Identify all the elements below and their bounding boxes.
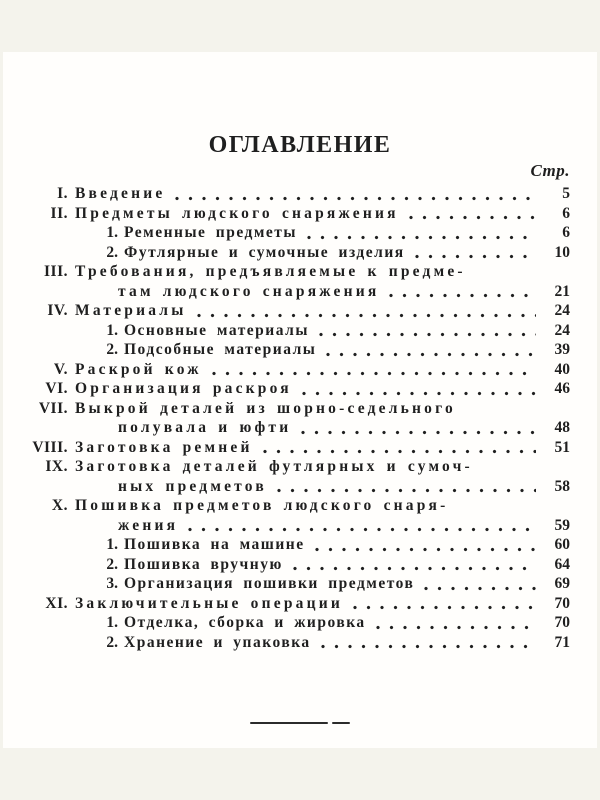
dot-leader [321,644,536,649]
toc-row-page: 6 [562,204,570,222]
toc-row-title: Пошивка предметов людского снаря- [75,497,449,514]
footer-rule-segment-short [332,722,350,724]
toc-row-title: Ременные предметы [124,224,298,241]
dot-leader [197,313,536,318]
toc-row-number: 2. [106,341,118,358]
toc-row-page: 71 [554,633,570,651]
toc-row-number: II. [50,204,68,222]
page-column-header: Стр. [530,161,570,180]
toc-row-number: 1. [106,224,118,241]
toc-row-number: VII. [38,399,68,417]
toc-row-page: 21 [554,282,570,300]
toc-row-title: там людского снаряжения [118,282,380,300]
toc-row-page: 39 [554,341,570,358]
toc-row [30,205,570,225]
toc-row [30,536,570,556]
toc-row-title: Пошивка вручную [124,555,283,573]
toc-row-page: 58 [554,477,570,495]
toc-row [30,575,570,595]
toc-row-number: III. [44,263,68,280]
toc-row-title: Заключительные операции [75,594,343,612]
dot-leader [175,196,536,201]
toc-row-number: 2. [106,633,118,651]
toc-row-title: Материалы [75,302,187,319]
toc-row [30,224,570,244]
toc-row-title: Хранение и упаковка [124,633,311,651]
toc-row-page: 6 [562,224,570,241]
toc-row-page: 40 [554,360,570,378]
toc-row-page: 64 [554,555,570,573]
toc-row [30,361,570,381]
toc-row [30,341,570,361]
toc-row-number: 1. [106,614,118,631]
toc-row-title: ных предметов [118,477,267,495]
toc-row-title: Основные материалы [124,321,309,339]
toc-row-number: X. [51,497,68,514]
toc-title: ОГЛАВЛЕНИЕ [208,132,392,158]
toc-row [30,458,570,478]
toc-row-title: Отделка, сборка и жировка [124,614,366,631]
footer-rule [3,722,597,724]
dot-leader [389,293,536,298]
toc-row [30,614,570,634]
toc-row-number: 2. [106,555,118,573]
toc-row [30,283,570,303]
toc-row-page: 51 [554,438,570,456]
toc-row-title: Раскрой кож [75,360,202,378]
toc-row-number: VI. [45,380,68,397]
toc-row [30,322,570,342]
toc-row-title: полувала и юфти [118,419,292,436]
toc-row-title: Требования, предъявляемые к предме- [75,263,466,280]
toc-row [30,400,570,420]
toc-row-number: 1. [106,321,118,339]
toc-row [30,634,570,654]
dot-leader [319,332,536,337]
toc-row-number: IX. [45,458,68,475]
toc-row-page: 10 [554,243,570,261]
toc-row-title: жения [118,516,179,534]
dot-leader [409,215,536,220]
toc-row-page: 5 [562,185,570,202]
toc-row [30,263,570,283]
dot-leader [277,488,536,493]
dot-leader [188,527,536,532]
toc-row-title: Организация раскроя [75,380,292,397]
toc-row [30,595,570,615]
toc-row-number: 2. [106,243,118,261]
toc-row-title: Предметы людского снаряжения [75,204,399,222]
dot-leader [353,605,536,610]
toc-row-number: XI. [45,594,68,612]
dot-leader [263,449,536,454]
toc-row-title: Выкрой деталей из шорно-седельного [75,399,456,417]
dot-leader [293,566,536,571]
dot-leader [315,547,536,552]
toc-row [30,439,570,459]
toc-row [30,478,570,498]
book-page [3,52,597,748]
toc-row-page: 48 [554,419,570,436]
dot-leader [212,371,536,376]
toc-row-page: 24 [554,321,570,339]
toc-row-page: 24 [554,302,570,319]
dot-leader [326,352,536,357]
toc-row [30,556,570,576]
toc-row-page: 69 [554,575,570,592]
dot-leader [301,430,536,435]
toc-row [30,185,570,205]
dot-leader [376,625,536,630]
toc-row-page: 60 [554,536,570,553]
toc-list [3,185,597,653]
toc-row-title: Введение [75,185,166,202]
toc-row-page: 59 [554,516,570,534]
toc-row [30,497,570,517]
toc-row-title: Футлярные и сумочные изделия [124,243,405,261]
toc-row-number: VIII. [32,438,68,456]
toc-row-number: 3. [106,575,118,592]
dot-leader [302,391,536,396]
toc-row-page: 70 [554,594,570,612]
footer-rule-segment-long [250,722,328,724]
toc-row [30,244,570,264]
toc-row [30,517,570,537]
toc-row-title: Заготовка ремней [75,438,253,456]
toc-row [30,380,570,400]
dot-leader [424,586,536,591]
dot-leader [307,235,536,240]
toc-row-title: Подсобные материалы [124,341,317,358]
toc-row-title: Пошивка на машине [124,536,305,553]
dot-leader [415,254,536,259]
toc-row-page: 46 [554,380,570,397]
toc-row-number: IV. [47,302,68,319]
toc-row [30,419,570,439]
toc-row [30,302,570,322]
toc-row-title: Организация пошивки предметов [124,575,415,592]
toc-row-number: I. [57,185,68,202]
toc-row-title: Заготовка деталей футлярных и сумоч- [75,458,473,475]
toc-row-page: 70 [554,614,570,631]
toc-row-number: V. [53,360,68,378]
toc-row-number: 1. [106,536,118,553]
